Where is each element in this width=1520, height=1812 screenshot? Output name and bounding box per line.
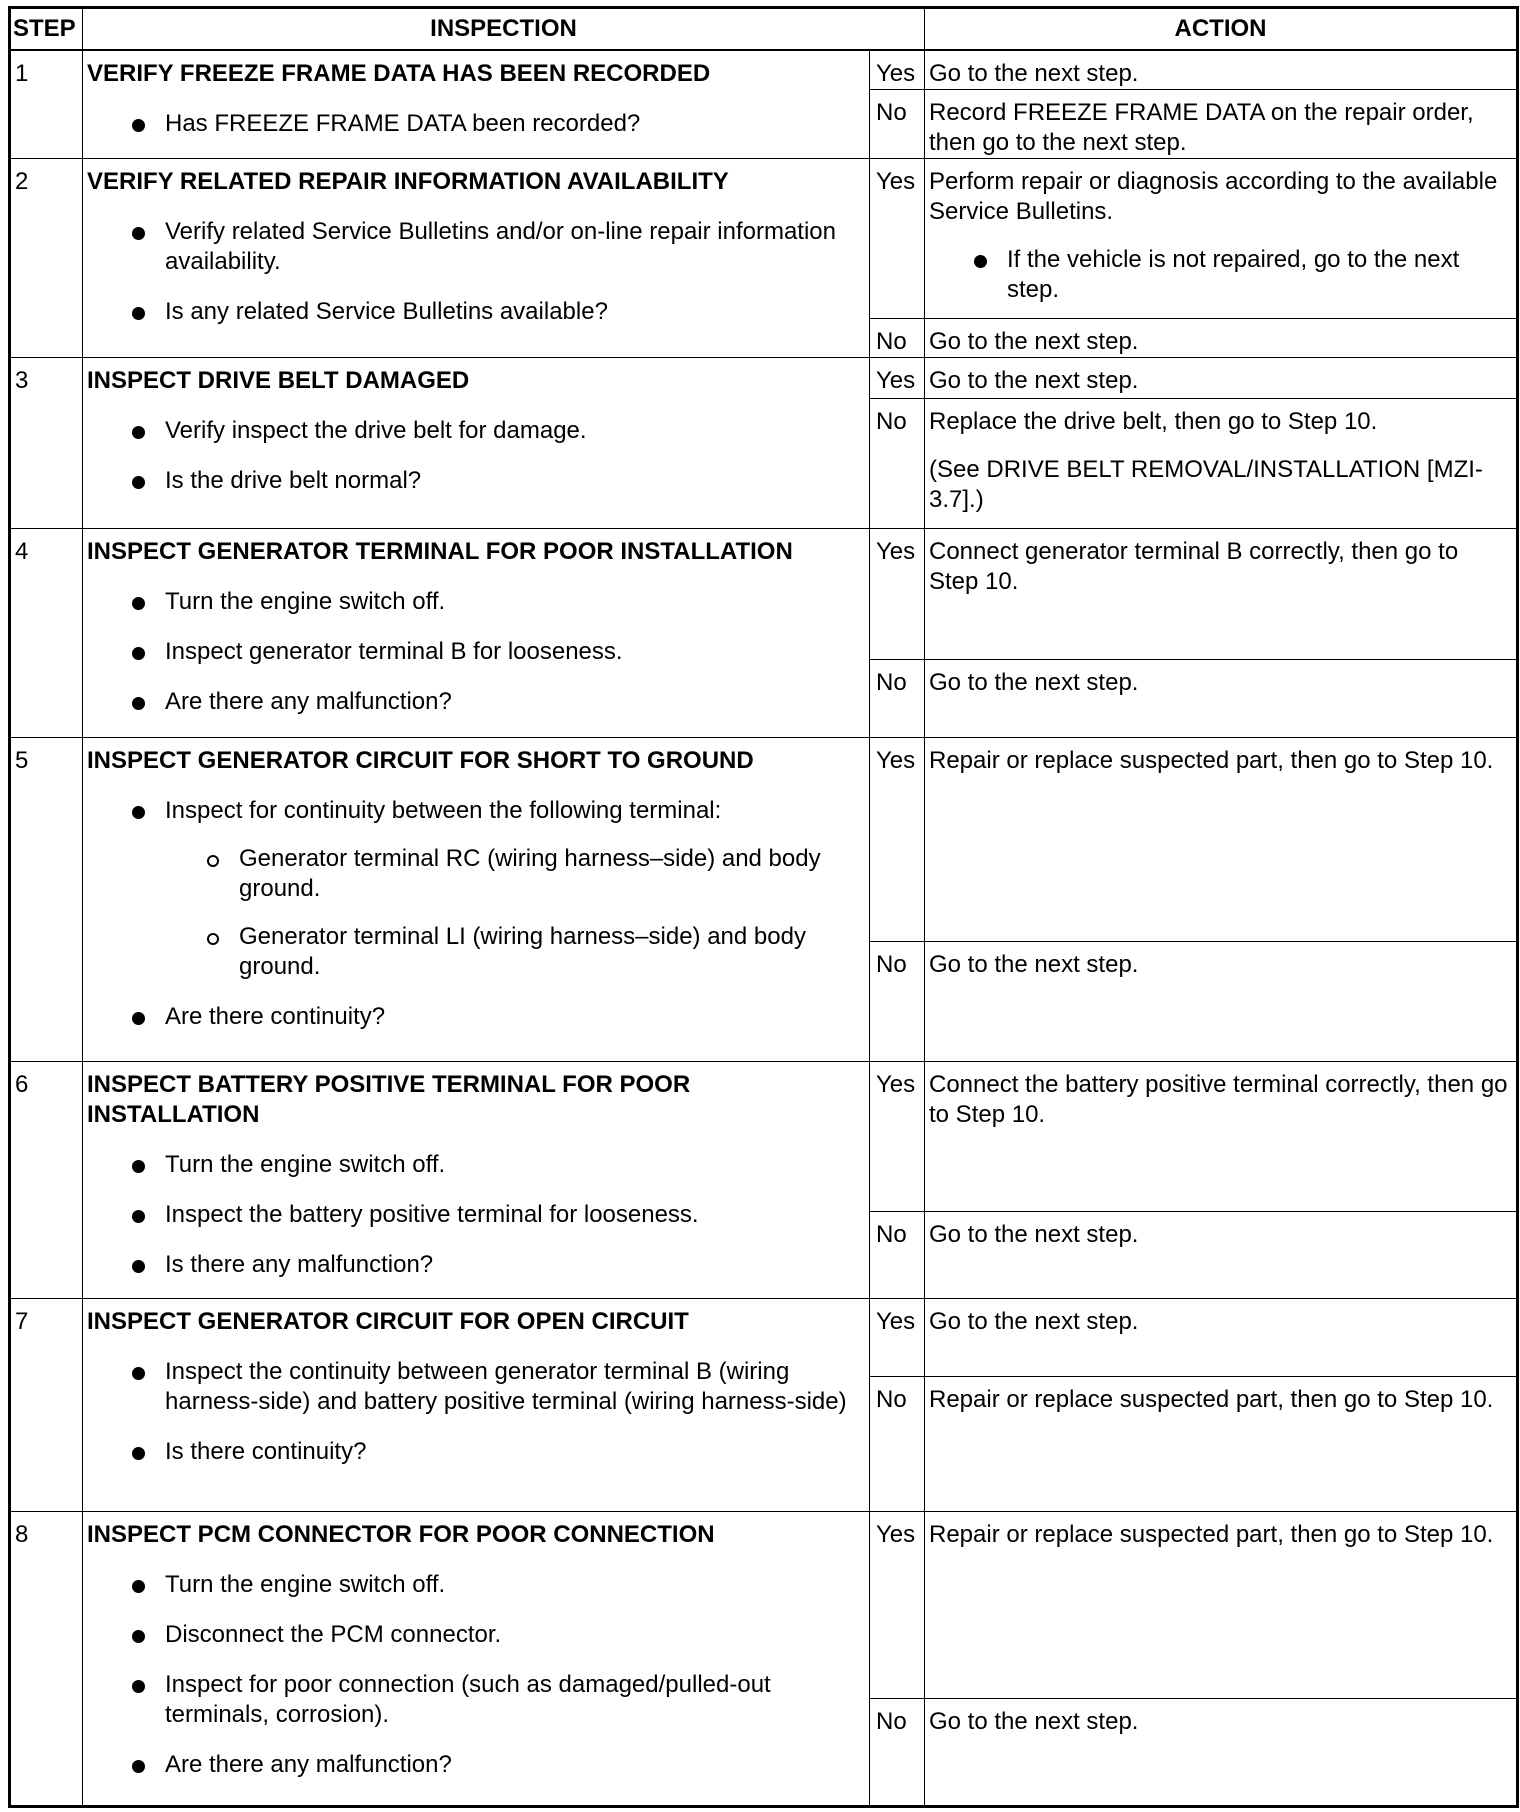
inspection-cell (83, 158, 870, 357)
yes-action (925, 357, 1518, 398)
step-number: 8 (10, 1511, 83, 1806)
inspection-cell (83, 1061, 870, 1298)
inspection-bullet: Are there any malfunction? (87, 687, 863, 717)
yes-action (925, 50, 1518, 90)
inspection-cell (83, 528, 870, 737)
inspection-bullet: Are there continuity? (87, 1002, 863, 1032)
table-row (10, 1511, 1518, 1698)
header-inspection: INSPECTION (83, 8, 925, 50)
action-text: Go to the next step. (929, 327, 1139, 355)
inspection-list (87, 1357, 863, 1467)
inspection-list (87, 109, 863, 139)
action-reference: (See DRIVE BELT REMOVAL/INSTALLATION [MZI-3.7].) (929, 455, 1483, 513)
inspection-bullet: Is there any malfunction? (87, 1250, 863, 1280)
header-action: ACTION (925, 8, 1518, 50)
no-label: No (870, 659, 925, 737)
inspection-bullet: Disconnect the PCM connector. (87, 1620, 863, 1650)
inspection-bullet: Turn the engine switch off. (87, 1150, 863, 1180)
no-action (925, 659, 1518, 737)
no-label: No (870, 941, 925, 1061)
no-label: No (870, 89, 925, 158)
no-action (925, 1376, 1518, 1511)
inspection-bullet: Is there continuity? (87, 1437, 863, 1467)
inspection-title: INSPECT GENERATOR CIRCUIT FOR OPEN CIRCUIT (87, 1307, 689, 1335)
diagnostic-procedure-table (8, 6, 1519, 1808)
inspection-bullet: Has FREEZE FRAME DATA been recorded? (87, 109, 863, 139)
inspection-bullet: Inspect generator terminal B for looseness. (87, 637, 863, 667)
inspection-bullet: Inspect the continuity between generator terminal B (wiring harness-side) and battery positive terminal (wiring harness-side) (87, 1357, 863, 1417)
inspection-bullet: Inspect the battery positive terminal for looseness. (87, 1200, 863, 1230)
step-number: 4 (10, 528, 83, 737)
action-text: Record FREEZE FRAME DATA on the repair order, then go to the next step. (929, 98, 1474, 156)
inspection-bullet: Verify related Service Bulletins and/or on-line repair information availability. (87, 217, 863, 277)
action-text: Repair or replace suspected part, then go to Step 10. (929, 1520, 1494, 1548)
inspection-title: INSPECT BATTERY POSITIVE TERMINAL FOR POOR INSTALLATION (87, 1070, 691, 1128)
table-row (10, 1061, 1518, 1211)
yes-label: Yes (870, 1511, 925, 1698)
no-label: No (870, 1698, 925, 1806)
inspection-cell (83, 50, 870, 159)
yes-action (925, 158, 1518, 318)
inspection-cell (83, 357, 870, 528)
yes-action (925, 737, 1518, 941)
inspection-list (87, 1150, 863, 1280)
action-bullet: If the vehicle is not repaired, go to the next step. (929, 245, 1510, 305)
yes-label: Yes (870, 357, 925, 398)
no-action (925, 318, 1518, 357)
action-text: Connect the battery positive terminal correctly, then go to Step 10. (929, 1070, 1508, 1128)
inspection-list (87, 416, 863, 496)
inspection-cell (83, 737, 870, 1061)
table-row (10, 357, 1518, 398)
inspection-bullet: Is the drive belt normal? (87, 466, 863, 496)
no-action (925, 89, 1518, 158)
inspection-list (87, 796, 863, 1032)
yes-label: Yes (870, 737, 925, 941)
inspection-cell (83, 1511, 870, 1806)
step-number: 2 (10, 158, 83, 357)
table-row (10, 50, 1518, 90)
table-row (10, 1298, 1518, 1376)
inspection-title: INSPECT PCM CONNECTOR FOR POOR CONNECTION (87, 1520, 715, 1548)
no-label: No (870, 318, 925, 357)
step-number: 5 (10, 737, 83, 1061)
yes-action (925, 1061, 1518, 1211)
table-header-row (10, 8, 1518, 50)
no-label: No (870, 1376, 925, 1511)
inspection-bullet: Verify inspect the drive belt for damage. (87, 416, 863, 446)
inspection-title: VERIFY FREEZE FRAME DATA HAS BEEN RECORDED (87, 59, 711, 87)
inspection-title: INSPECT GENERATOR CIRCUIT FOR SHORT TO GROUND (87, 746, 754, 774)
yes-label: Yes (870, 528, 925, 659)
action-text: Go to the next step. (929, 1307, 1139, 1335)
inspection-title: INSPECT DRIVE BELT DAMAGED (87, 366, 470, 394)
no-label: No (870, 1211, 925, 1298)
step-number: 3 (10, 357, 83, 528)
no-action (925, 1698, 1518, 1806)
yes-label: Yes (870, 158, 925, 318)
no-action (925, 941, 1518, 1061)
inspection-list (87, 587, 863, 717)
action-text: Go to the next step. (929, 366, 1139, 394)
table-row (10, 737, 1518, 941)
inspection-list (87, 217, 863, 327)
action-text: Perform repair or diagnosis according to the available Service Bulletins. (929, 167, 1498, 225)
yes-label: Yes (870, 1061, 925, 1211)
yes-label: Yes (870, 1298, 925, 1376)
yes-action (925, 1298, 1518, 1376)
inspection-list (87, 1570, 863, 1780)
action-text: Replace the drive belt, then go to Step 10. (929, 407, 1378, 435)
action-text: Go to the next step. (929, 59, 1139, 87)
no-action (925, 398, 1518, 528)
header-step: STEP (10, 8, 83, 50)
action-text: Go to the next step. (929, 1707, 1139, 1735)
step-number: 6 (10, 1061, 83, 1298)
inspection-bullet: Turn the engine switch off. (87, 587, 863, 617)
inspection-bullet: Inspect for poor connection (such as damaged/pulled-out terminals, corrosion). (87, 1670, 863, 1730)
step-number: 1 (10, 50, 83, 159)
yes-action (925, 1511, 1518, 1698)
inspection-bullet: Is any related Service Bulletins available? (87, 297, 863, 327)
inspection-title: INSPECT GENERATOR TERMINAL FOR POOR INSTALLATION (87, 537, 793, 565)
step-number: 7 (10, 1298, 83, 1511)
action-text: Repair or replace suspected part, then go to Step 10. (929, 746, 1494, 774)
action-text: Go to the next step. (929, 668, 1139, 696)
table-row (10, 528, 1518, 659)
inspection-bullet: Turn the engine switch off. (87, 1570, 863, 1600)
action-text: Repair or replace suspected part, then go to Step 10. (929, 1385, 1494, 1413)
action-text: Connect generator terminal B correctly, then go to Step 10. (929, 537, 1459, 595)
no-action (925, 1211, 1518, 1298)
inspection-bullet: Inspect for continuity between the following terminal: (87, 796, 863, 826)
yes-action (925, 528, 1518, 659)
inspection-sub-bullet: Generator terminal RC (wiring harness–side) and body ground. (87, 844, 863, 904)
inspection-sub-bullet: Generator terminal LI (wiring harness–side) and body ground. (87, 922, 863, 982)
no-label: No (870, 398, 925, 528)
inspection-title: VERIFY RELATED REPAIR INFORMATION AVAILABILITY (87, 167, 729, 195)
yes-label: Yes (870, 50, 925, 90)
action-text: Go to the next step. (929, 950, 1139, 978)
table-row (10, 158, 1518, 318)
inspection-bullet: Are there any malfunction? (87, 1750, 863, 1780)
action-text: Go to the next step. (929, 1220, 1139, 1248)
inspection-cell (83, 1298, 870, 1511)
